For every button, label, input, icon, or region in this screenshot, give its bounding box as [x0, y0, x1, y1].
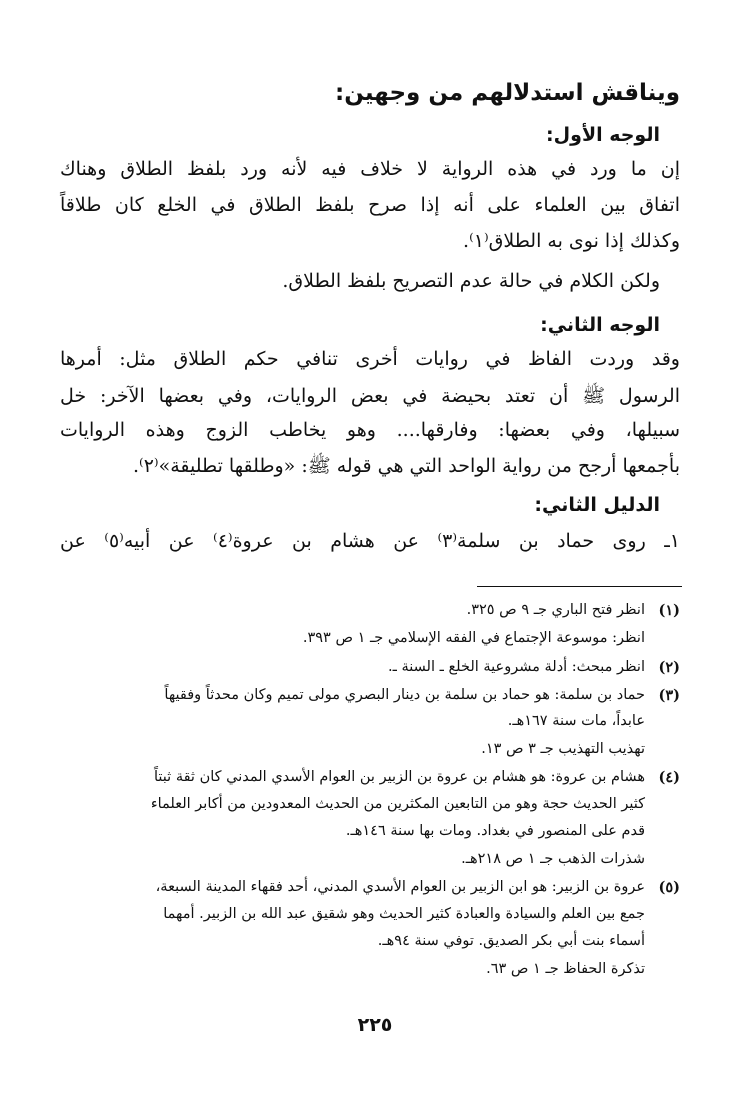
first-aspect-line-2: اتفاق بين العلماء على أنه إذا صرح بلفظ الطلاق في الخلع كان طلاقاً: [60, 194, 680, 216]
footnote-line: تهذيب التهذيب جـ ٣ ص ١٣.: [481, 741, 645, 757]
footnote-line: جمع بين العلم والسيادة والعبادة كثير الحديث وهو شقيق عبد الله بن الزبير. أمهما: [163, 906, 645, 922]
second-aspect-title: الوجه الثاني:: [540, 314, 660, 336]
second-aspect-line-3: سبيلها، وفي بعضها: وفارقها.... وهو يخاطب الزوج وهذه الروايات: [60, 419, 680, 441]
footnote-line: هشام بن عروة: هو هشام بن عروة بن الزبير بن العوام الأسدي المدني كان ثقة ثبتاً: [154, 769, 645, 785]
page-number: ٢٢٥: [357, 1014, 393, 1036]
footnote-number: (١): [658, 602, 680, 619]
first-aspect-title: الوجه الأول:: [546, 124, 660, 146]
footnote-number: (٥): [658, 879, 680, 896]
first-aspect-line-3: وكذلك إذا نوى به الطلاق⁽١⁾.: [463, 230, 680, 252]
footnote-line: عروة بن الزبير: هو ابن الزبير بن العوام الأسدي المدني، أحد فقهاء المدينة السبعة،: [155, 879, 645, 895]
footnote-line: كثير الحديث حجة وهو من التابعين المكثرين من الحديث المعدودين من أكابر العلماء: [150, 796, 645, 812]
footnote-line: شذرات الذهب جـ ١ ص ٢١٨هـ.: [461, 851, 645, 867]
section-heading: ويناقش استدلالهم من وجهين:: [335, 80, 680, 106]
footnote-line: تذكرة الحفاظ جـ ١ ص ٦٣.: [486, 961, 645, 977]
second-evidence-title: الدليل الثاني:: [534, 494, 660, 516]
first-aspect-line-1: إن ما ورد في هذه الرواية لا خلاف فيه لأنه ورد بلفظ الطلاق وهناك: [60, 158, 680, 180]
footnote-number: (٢): [658, 659, 680, 676]
first-aspect-note: ولكن الكلام في حالة عدم التصريح بلفظ الطلاق.: [282, 270, 660, 292]
second-aspect-line-1: وقد وردت الفاظ في روايات أخرى تنافي حكم الطلاق مثل: أمرها: [60, 348, 680, 370]
footnote-number: (٤): [658, 769, 680, 786]
footnote-line: انظر: موسوعة الإجتماع في الفقه الإسلامي جـ ١ ص ٣٩٣.: [302, 630, 645, 646]
footnote-line: حماد بن سلمة: هو حماد بن سلمة بن دينار البصري مولى تميم وكان محدثاً وفقيهاً: [164, 687, 645, 703]
footnote-line: عابداً، مات سنة ١٦٧هـ.: [507, 713, 645, 729]
footnote-line: انظر مبحث: أدلة مشروعية الخلع ـ السنة ـ.: [388, 659, 645, 675]
footnote-separator: [477, 586, 682, 587]
second-aspect-line-2: الرسول ﷺ أن تعتد بحيضة في بعض الروايات، وفي بعضها الآخر: خل: [60, 385, 680, 407]
second-aspect-line-4: بأجمعها أرجح من رواية الواحد التي هي قوله ﷺ: «وطلقها تطليقة»⁽٢⁾.: [132, 455, 680, 477]
footnote-line: قدم على المنصور في بغداد. ومات بها سنة ١٤٦هـ.: [345, 823, 645, 839]
footnote-number: (٣): [658, 687, 680, 704]
footnote-line: انظر فتح الباري جـ ٩ ص ٣٢٥.: [466, 602, 645, 618]
second-evidence-line: ١ـ روى حماد بن سلمة⁽٣⁾ عن هشام بن عروة⁽٤⁾ عن أبيه⁽٥⁾ عن: [60, 530, 680, 552]
footnote-line: أسماء بنت أبي بكر الصديق. توفي سنة ٩٤هـ.: [377, 933, 645, 949]
